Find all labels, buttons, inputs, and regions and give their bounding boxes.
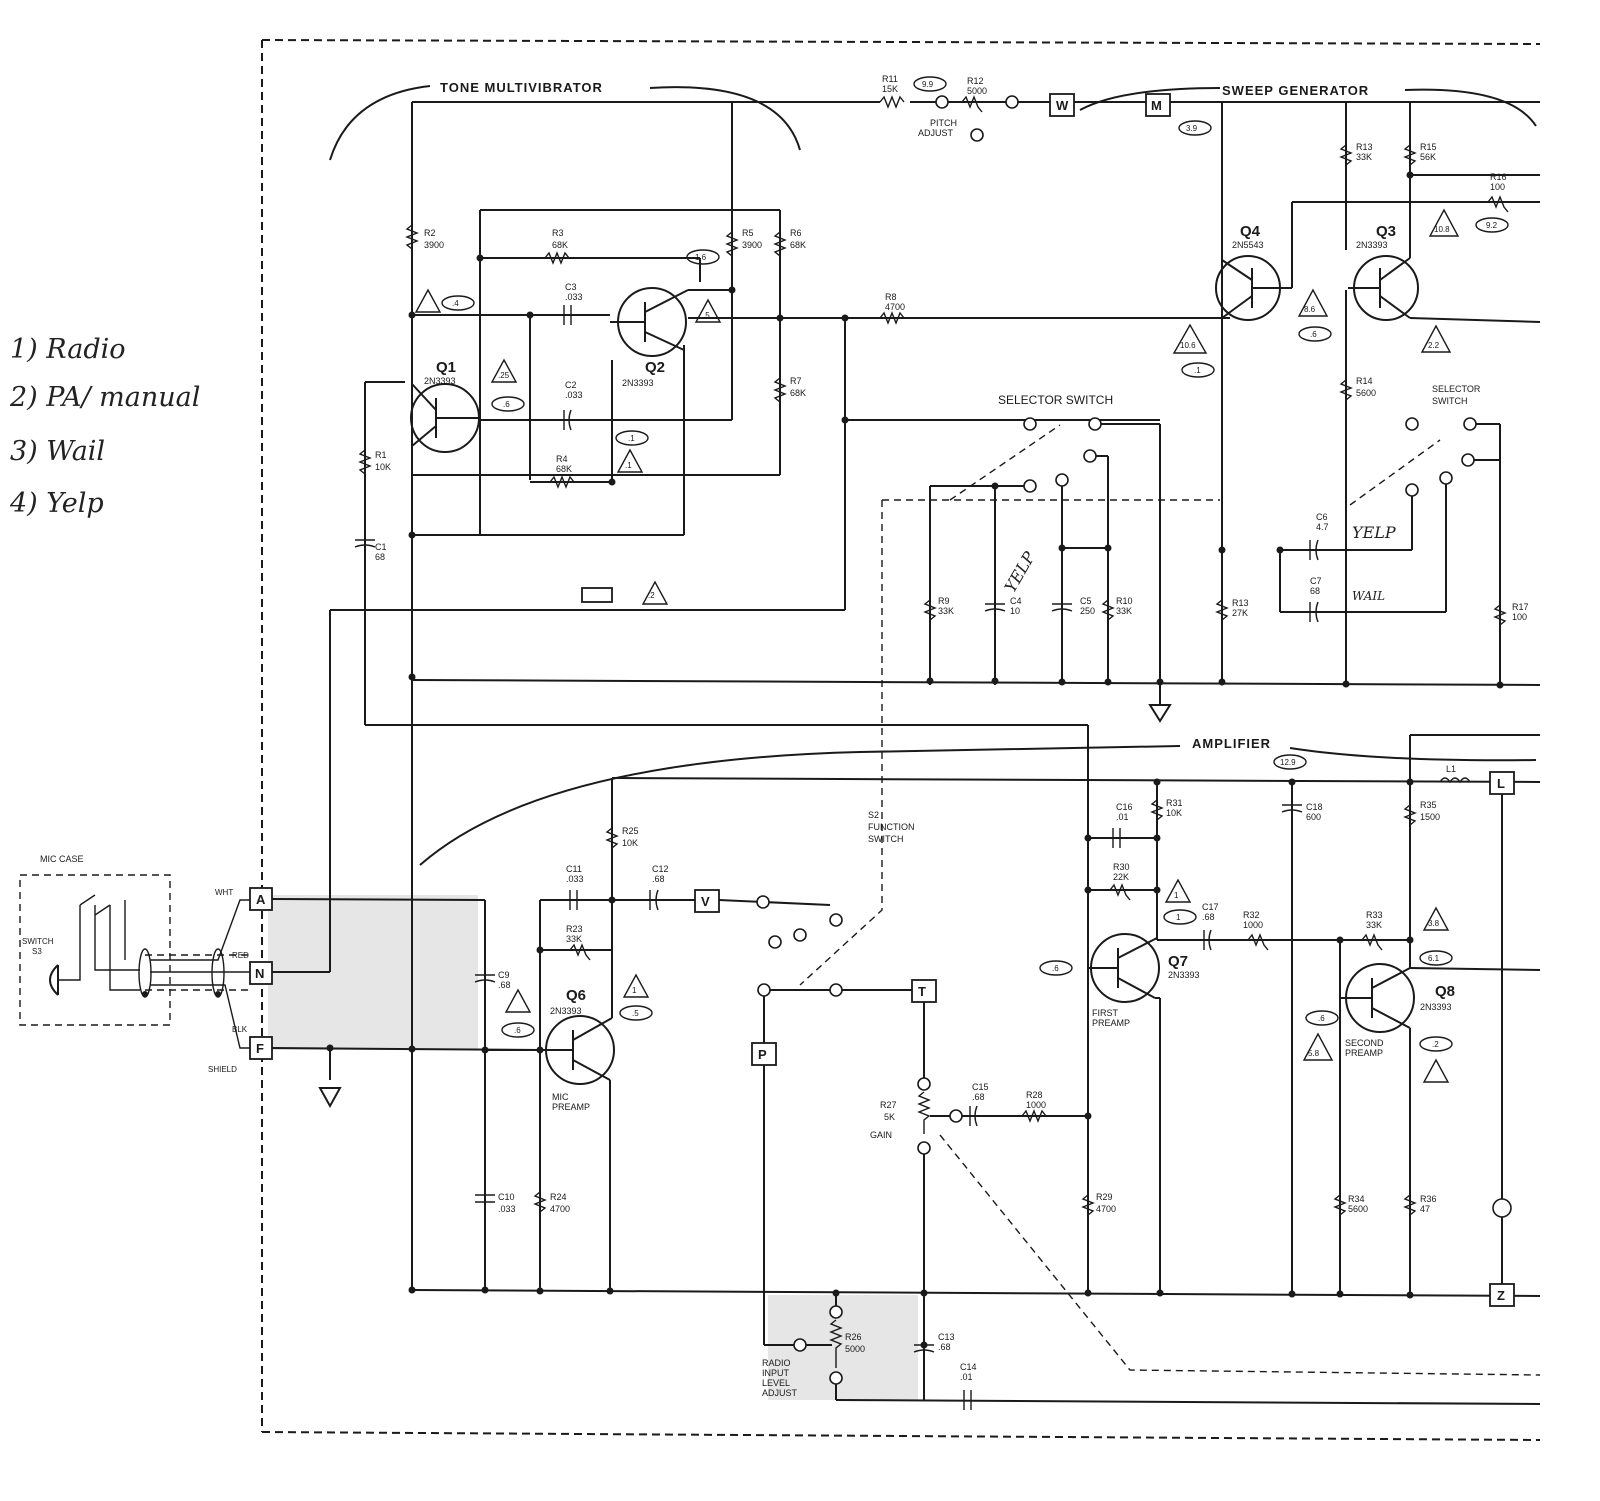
r29-label: R29 [1096, 1192, 1113, 1202]
voltage-label: .4 [452, 299, 459, 308]
c18-value: 600 [1306, 812, 1322, 822]
c5-value: 250 [1080, 606, 1096, 616]
r26-label: R26 [845, 1332, 862, 1342]
transistor-q7 [1088, 934, 1200, 1028]
radio-level-3: LEVEL [762, 1378, 791, 1388]
r34-label: R34 [1348, 1194, 1365, 1204]
voltage-label: .6 [514, 1026, 521, 1035]
voltage-label: .1 [628, 434, 635, 443]
r23-label: R23 [566, 924, 583, 934]
voltage-label: 9.2 [1486, 221, 1498, 230]
q8-role-2: PREAMP [1345, 1048, 1384, 1058]
r31-value: 10K [1166, 808, 1183, 818]
voltage-label: 1 [1176, 913, 1181, 922]
c17-value: .68 [1202, 912, 1215, 922]
terminal-t-letter: T [918, 984, 926, 999]
r13-label: R13 [1356, 142, 1373, 152]
c2-value: .033 [565, 390, 583, 400]
voltage-label: .2 [1432, 1040, 1439, 1049]
c16-label: C16 [1116, 802, 1133, 812]
note-pa-manual: 2) PA/ manual [10, 382, 201, 413]
voltage-label: .6 [1052, 964, 1059, 973]
transistor-q1 [411, 359, 480, 452]
r3-value: 68K [552, 240, 569, 250]
tone-arc-left [330, 86, 430, 160]
q3-type: 2N3393 [1356, 240, 1388, 250]
voltage-label: 8.6 [1304, 305, 1316, 314]
wire-shield: SHIELD [208, 1065, 237, 1074]
r17-label: R17 [1512, 602, 1529, 612]
voltage-label: .2 [648, 591, 655, 600]
q2-type: 2N3393 [622, 378, 654, 388]
c7-value: 68 [1310, 586, 1321, 596]
c15-value: .68 [972, 1092, 985, 1102]
r13b-label: R13 [1232, 598, 1249, 608]
voltage-label: 1.6 [695, 253, 707, 262]
voltage-label: .25 [498, 371, 510, 380]
r1-value: 10K [375, 462, 392, 472]
q6-ref: Q6 [566, 987, 587, 1004]
r6-label: R6 [790, 228, 802, 238]
terminal-m-letter: M [1151, 98, 1162, 113]
pitch-label-1: PITCH [930, 118, 957, 128]
voltage-label: .5 [703, 311, 710, 320]
selector-b-1: SELECTOR [1432, 384, 1481, 394]
c14-label: C14 [960, 1362, 977, 1372]
r23-value: 33K [566, 934, 583, 944]
wail-handwritten: WAIL [1352, 589, 1386, 603]
q1-ref: Q1 [436, 359, 457, 376]
c12-value: .68 [652, 874, 665, 884]
q7-ref: Q7 [1168, 953, 1189, 970]
r36-value: 47 [1420, 1204, 1431, 1214]
r1-label: R1 [375, 450, 387, 460]
voltage-label: .6 [503, 400, 510, 409]
c13-value: .68 [938, 1342, 951, 1352]
voltage-label: 1 [1174, 891, 1179, 900]
mic-case [20, 854, 252, 1048]
r33-value: 33K [1366, 920, 1383, 930]
voltage-label: 3.9 [1186, 124, 1198, 133]
r26-value: 5000 [845, 1344, 866, 1354]
terminal-p-letter: P [758, 1047, 767, 1062]
q8-type: 2N3393 [1420, 1002, 1452, 1012]
r17-value: 100 [1512, 612, 1528, 622]
function-switch-label: SWITCH [868, 834, 904, 844]
r24-value: 4700 [550, 1204, 571, 1214]
selector-b-2: SWITCH [1432, 396, 1468, 406]
terminal-f-letter: F [256, 1041, 264, 1056]
c10-label: C10 [498, 1192, 515, 1202]
pitch-label-2: ADJUST [918, 128, 954, 138]
terminal-v-letter: V [701, 894, 710, 909]
transistor-q2 [610, 288, 688, 388]
r3-label: R3 [552, 228, 564, 238]
voltage-label: 12.9 [1280, 758, 1296, 767]
r33-label: R33 [1366, 910, 1383, 920]
wire-wht: WHT [215, 888, 234, 897]
q7-role-1: FIRST [1092, 1008, 1118, 1018]
selector-a-label: SELECTOR SWITCH [998, 393, 1114, 407]
r13-value: 33K [1356, 152, 1373, 162]
c17-label: C17 [1202, 902, 1219, 912]
yelp-handwritten-2: YELP [1352, 523, 1396, 542]
note-yelp: 4) Yelp [10, 488, 104, 519]
l1-label: L1 [1446, 764, 1457, 774]
r30-label: R30 [1113, 862, 1130, 872]
r10-label: R10 [1116, 596, 1133, 606]
r9-value: 33K [938, 606, 955, 616]
r14-label: R14 [1356, 376, 1373, 386]
r29-value: 4700 [1096, 1204, 1117, 1214]
r8-value: 4700 [885, 302, 906, 312]
c1-label: C1 [375, 542, 387, 552]
r7-value: 68K [790, 388, 807, 398]
c18-label: C18 [1306, 802, 1323, 812]
terminal-z-letter: Z [1497, 1288, 1505, 1303]
q3-ref: Q3 [1376, 223, 1397, 240]
r8-label: R8 [885, 292, 897, 302]
r32-label: R32 [1243, 910, 1260, 920]
voltage-label: 1 [632, 986, 637, 995]
c4-value: 10 [1010, 606, 1021, 616]
voltage-label: 10.6 [1180, 341, 1196, 350]
board-enclosure [262, 40, 1540, 1440]
c9-value: .68 [498, 980, 511, 990]
r15-label: R15 [1420, 142, 1437, 152]
c14-value: .01 [960, 1372, 973, 1382]
voltage-label: 10.8 [1434, 225, 1450, 234]
r31-label: R31 [1166, 798, 1183, 808]
r2-label: R2 [424, 228, 436, 238]
r9-label: R9 [938, 596, 950, 606]
r10-value: 33K [1116, 606, 1133, 616]
tone-multivibrator-label: TONE MULTIVIBRATOR [440, 80, 603, 95]
q6-role-2: PREAMP [552, 1102, 591, 1112]
voltage-label: 6.1 [1428, 954, 1440, 963]
tone-multivibrator [330, 102, 1230, 1290]
c12-label: C12 [652, 864, 669, 874]
terminal-l-letter: L [1497, 776, 1505, 791]
r27-value: 5K [884, 1112, 896, 1122]
c3-label: C3 [565, 282, 577, 292]
q6-type: 2N3393 [550, 1006, 582, 1016]
terminal-a-letter: A [256, 892, 266, 907]
c10-value: .033 [498, 1204, 516, 1214]
q7-type: 2N3393 [1168, 970, 1200, 980]
amplifier-arc-right [1290, 748, 1536, 760]
terminal-w-letter: W [1056, 98, 1069, 113]
s2-label: S2 [868, 810, 880, 820]
r25-value: 10K [622, 838, 639, 848]
voltage-label: .1 [1194, 366, 1201, 375]
c16-value: .01 [1116, 812, 1129, 822]
r30-value: 22K [1113, 872, 1130, 882]
ground-bus [412, 680, 1540, 685]
r5-value: 3900 [742, 240, 763, 250]
mic-case-label: MIC CASE [40, 854, 84, 864]
r11-label: R11 [882, 74, 898, 84]
r36-label: R36 [1420, 1194, 1437, 1204]
shaded-zone [768, 1295, 918, 1400]
r28-value: 1000 [1026, 1100, 1047, 1110]
voltage-label: 9.9 [922, 80, 934, 89]
note-radio: 1) Radio [10, 334, 126, 365]
c7-label: C7 [1310, 576, 1322, 586]
voltage-label: 2.2 [1428, 341, 1440, 350]
q6-role-1: MIC [552, 1092, 569, 1102]
r5-label: R5 [742, 228, 754, 238]
wire-blk: BLK [232, 1025, 248, 1034]
q4-type: 2N5543 [1232, 240, 1264, 250]
transistor-q4 [1216, 223, 1292, 320]
radio-level-2: INPUT [762, 1368, 789, 1378]
c9-label: C9 [498, 970, 510, 980]
r14-value: 5600 [1356, 388, 1377, 398]
voltage-label: .6 [1310, 330, 1317, 339]
voltage-label: 3.8 [1428, 919, 1440, 928]
r24-label: R24 [550, 1192, 567, 1202]
c13-label: C13 [938, 1332, 955, 1342]
r35-value: 1500 [1420, 812, 1441, 822]
c11-value: .033 [566, 874, 584, 884]
r15-value: 56K [1420, 152, 1437, 162]
r25-label: R25 [622, 826, 639, 836]
q2-ref: Q2 [645, 359, 666, 376]
sweep-generator [880, 74, 1540, 685]
r35-label: R35 [1420, 800, 1437, 810]
voltage-label: .1 [625, 461, 632, 470]
test-point-box [582, 588, 612, 602]
switch-s3-label-2: S3 [32, 947, 42, 956]
r13b-value: 27K [1232, 608, 1249, 618]
r12-value: 5000 [967, 86, 988, 96]
r16-label: R16 [1490, 172, 1507, 182]
r4-value: 68K [556, 464, 573, 474]
c3-value: .033 [565, 292, 583, 302]
r27-label: R27 [880, 1100, 897, 1110]
c5-label: C5 [1080, 596, 1092, 606]
c4-label: C4 [1010, 596, 1022, 606]
radio-level-1: RADIO [762, 1358, 791, 1368]
function-label: FUNCTION [868, 822, 915, 832]
q8-role-1: SECOND [1345, 1038, 1384, 1048]
sweep-generator-label: SWEEP GENERATOR [1222, 83, 1370, 98]
amplifier-section [409, 725, 1541, 1410]
r16-value: 100 [1490, 182, 1506, 192]
handwritten-mode-list [9, 334, 200, 519]
gain-linkage [940, 1135, 1540, 1375]
voltage-label: 5.8 [1308, 1049, 1320, 1058]
wire-red: RED [232, 951, 249, 960]
r6-value: 68K [790, 240, 807, 250]
c2-label: C2 [565, 380, 577, 390]
q8-ref: Q8 [1435, 983, 1456, 1000]
r11-value: 15K [882, 84, 899, 94]
amplifier-label: AMPLIFIER [1192, 736, 1272, 751]
transistor-q6 [540, 987, 614, 1112]
radio-level-4: ADJUST [762, 1388, 798, 1398]
c11-label: C11 [566, 864, 582, 874]
c15-label: C15 [972, 1082, 989, 1092]
voltage-label: .5 [632, 1009, 639, 1018]
voltage-label: .6 [1318, 1014, 1325, 1023]
r4-label: R4 [556, 454, 568, 464]
gain-label: GAIN [870, 1130, 893, 1140]
q1-type: 2N3393 [424, 376, 456, 386]
c6-value: 4.7 [1316, 522, 1329, 532]
c6-label: C6 [1316, 512, 1328, 522]
terminal-n-letter: N [255, 966, 265, 981]
q7-role-2: PREAMP [1092, 1018, 1131, 1028]
r12-label: R12 [967, 76, 984, 86]
c1-value: 68 [375, 552, 386, 562]
sweep-arc-right [1405, 90, 1536, 126]
tone-arc-right [650, 87, 800, 150]
r34-value: 5600 [1348, 1204, 1369, 1214]
yelp-handwritten-1: YELP [1000, 548, 1039, 596]
q4-ref: Q4 [1240, 223, 1261, 240]
amplifier-arc-left [420, 746, 1183, 865]
r2-value: 3900 [424, 240, 445, 250]
r28-label: R28 [1026, 1090, 1043, 1100]
r7-label: R7 [790, 376, 802, 386]
note-wail: 3) Wail [10, 436, 106, 467]
switch-s3-label-1: SWITCH [22, 937, 54, 946]
selector-switch-a [925, 393, 1170, 721]
r32-value: 1000 [1243, 920, 1264, 930]
transistor-q3 [1348, 223, 1418, 320]
